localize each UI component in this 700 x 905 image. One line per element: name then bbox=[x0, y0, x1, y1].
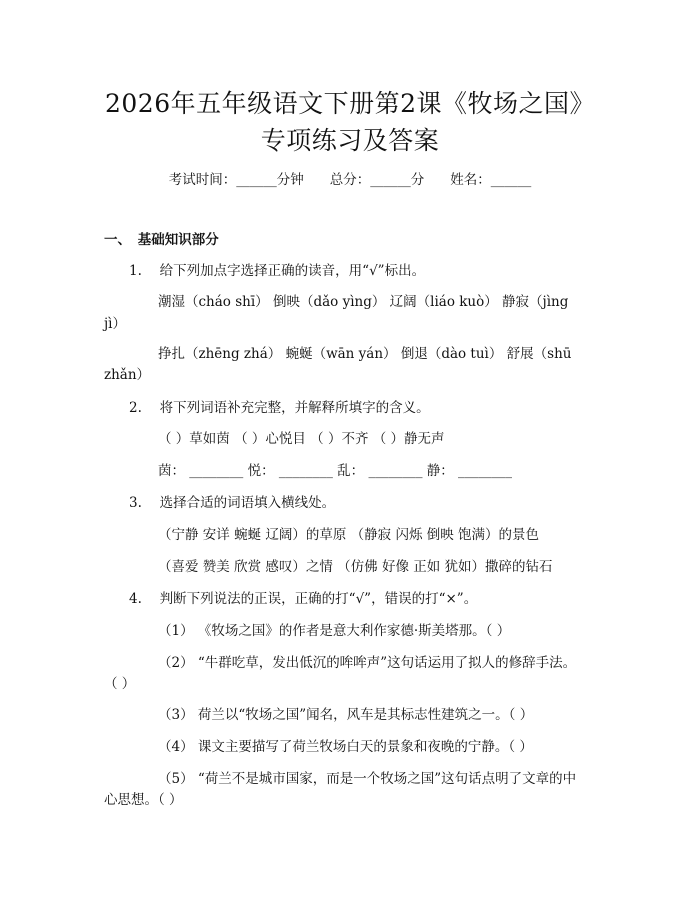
question-2-prompt: 2. 将下列词语补充完整，并解释所填字的含义。 bbox=[129, 400, 430, 416]
section-heading-basics: 一、 基础知识部分 bbox=[104, 232, 219, 248]
exam-meta-row bbox=[0, 168, 700, 188]
judgement-item-1: （1） 《牧场之国》的作者是意大利作家德·斯美塔那。（ ） bbox=[158, 623, 511, 639]
page-title-line-2: 专项练习及答案 bbox=[260, 126, 440, 155]
question-2-idiom-row: （ ）草如茵 （ ）心悦目 （ ）不齐 （ ）静无声 bbox=[158, 431, 445, 447]
question-1-prompt: 1. 给下列加点字选择正确的读音，用“√”标出。 bbox=[129, 263, 426, 279]
question-1-pinyin-row-a: 潮湿（cháo shī） 倒映（dǎo yìng） 辽阔（liáo kuò） 静寂（jìng bbox=[158, 294, 569, 310]
judgement-item-5-cont: 心思想。（ ） bbox=[104, 792, 183, 808]
judgement-item-4: （4） 课文主要描写了荷兰牧场白天的景象和夜晚的宁静。（ ） bbox=[158, 739, 533, 755]
question-3-choice-row-b: （喜爱 赞美 欣赏 感叹）之情 （仿佛 好像 正如 犹如）撒碎的钻石 bbox=[158, 559, 553, 575]
question-3-choice-row-a: （宁静 安详 蜿蜒 辽阔）的草原 （静寂 闪烁 倒映 饱满）的景色 bbox=[158, 527, 540, 543]
judgement-item-2: （2） “牛群吃草，发出低沉的哞哞声”这句话运用了拟人的修辞手法。 bbox=[158, 655, 577, 671]
total-score-field: 总分：______分 bbox=[329, 172, 425, 188]
judgement-item-2-cont: （ ） bbox=[104, 676, 136, 692]
question-4-prompt: 4. 判断下列说法的正误，正确的打“√”，错误的打“×”。 bbox=[129, 591, 478, 607]
judgement-item-3: （3） 荷兰以“牧场之国”闻名，风车是其标志性建筑之一。（ ） bbox=[158, 707, 534, 723]
name-field: 姓名：______ bbox=[450, 172, 532, 188]
question-1-pinyin-row-b: 挣扎（zhēng zhá） 蜿蜒（wān yán） 倒退（dào tuì） 舒展（shū bbox=[158, 346, 572, 362]
question-3-prompt: 3. 选择合适的词语填入横线处。 bbox=[129, 495, 336, 511]
judgement-item-5: （5） “荷兰不是城市国家，而是一个牧场之国”这句话点明了文章的中 bbox=[158, 771, 577, 787]
page-title-line-1: 2026年五年级语文下册第2课《牧场之国》 bbox=[104, 89, 596, 118]
question-1-pinyin-row-a-cont: jì） bbox=[104, 316, 127, 332]
question-2-meaning-row: 茵： ________ 悦： ________ 乱： ________ 静： ________ bbox=[158, 463, 513, 479]
question-1-pinyin-row-b-cont: zhǎn） bbox=[104, 367, 151, 383]
exam-time-field: 考试时间：______分钟 bbox=[168, 172, 304, 188]
